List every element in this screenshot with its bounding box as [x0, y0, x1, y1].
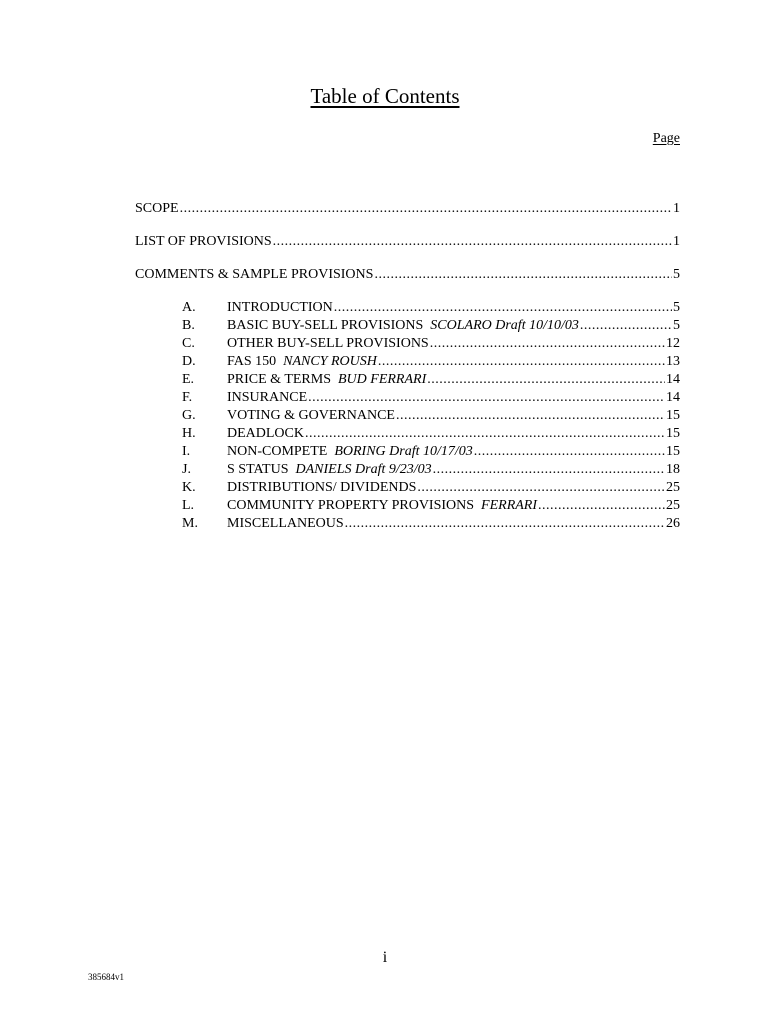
dot-leader [427, 371, 665, 389]
toc-entry-comments-sample-provisions [135, 266, 680, 284]
toc-subentry-page: 5 [673, 318, 680, 333]
toc-subentry-page: 14 [666, 390, 680, 405]
dot-leader [180, 200, 672, 218]
toc-subentry-label: COMMUNITY PROPERTY PROVISIONS FERRARI [227, 498, 538, 513]
dot-leader [474, 443, 665, 461]
toc-subentry-page: 25 [666, 498, 680, 513]
page-column-header: Page [652, 131, 680, 146]
toc-subentry-label: MISCELLANEOUS [227, 516, 344, 531]
subentry-letter: E. [182, 372, 195, 387]
document-id: 385684v1 [88, 972, 124, 982]
dot-leader [345, 515, 665, 533]
toc-subentry-page: 15 [666, 426, 680, 441]
toc-subentry-introduction [227, 299, 680, 317]
toc-entry-list-of-provisions [135, 233, 680, 251]
toc-subentry-page: 18 [666, 462, 680, 477]
subentry-letter: H. [182, 426, 196, 441]
subentry-letter: C. [182, 336, 195, 351]
toc-subentry-basic-buy-sell [227, 317, 680, 335]
toc-subentry-label: S STATUS DANIELS Draft 9/23/03 [227, 462, 432, 477]
toc-subentry-price-terms [227, 371, 680, 389]
subentry-letter: K. [182, 480, 196, 495]
toc-subentry-s-status [227, 461, 680, 479]
subentry-letter: L. [182, 498, 195, 513]
toc-subentry-miscellaneous [227, 515, 680, 533]
toc-entry-page: 1 [673, 201, 680, 216]
toc-subentry-label: VOTING & GOVERNANCE [227, 408, 395, 423]
toc-subentry-deadlock [227, 425, 680, 443]
toc-entry-page: 5 [673, 267, 680, 282]
toc-subentry-page: 12 [666, 336, 680, 351]
dot-leader [417, 479, 665, 497]
dot-leader [433, 461, 665, 479]
dot-leader [538, 497, 665, 515]
dot-leader [580, 317, 672, 335]
subentry-letter: G. [182, 408, 196, 423]
toc-subentry-page: 15 [666, 444, 680, 459]
toc-subentry-non-compete [227, 443, 680, 461]
toc-subentry-label: FAS 150 NANCY ROUSH [227, 354, 377, 369]
toc-subentry-distributions-dividends [227, 479, 680, 497]
dot-leader [273, 233, 672, 251]
toc-subentry-label: PRICE & TERMS BUD FERRARI [227, 372, 427, 387]
toc-subentry-page: 14 [666, 372, 680, 387]
toc-subentry-fas-150 [227, 353, 680, 371]
subentry-letter: D. [182, 354, 196, 369]
subentry-letter: J. [182, 462, 191, 477]
toc-entry-scope [135, 200, 680, 218]
toc-subentry-other-buy-sell [227, 335, 680, 353]
toc-subentry-label: NON-COMPETE BORING Draft 10/17/03 [227, 444, 473, 459]
dot-leader [308, 389, 665, 407]
dot-leader [378, 353, 665, 371]
toc-subentry-voting-governance [227, 407, 680, 425]
toc-entry-label: SCOPE [135, 201, 179, 216]
toc-subentry-page: 25 [666, 480, 680, 495]
dot-leader [374, 266, 672, 284]
toc-subentry-page: 13 [666, 354, 680, 369]
toc-entry-label: COMMENTS & SAMPLE PROVISIONS [135, 267, 374, 282]
dot-leader [430, 335, 665, 353]
subentry-letter: M. [182, 516, 198, 531]
dot-leader [396, 407, 665, 425]
toc-subentry-insurance [227, 389, 680, 407]
toc-subentry-label: INTRODUCTION [227, 300, 333, 315]
toc-subentry-page: 15 [666, 408, 680, 423]
toc-subentry-label: INSURANCE [227, 390, 308, 405]
subentry-letter: F. [182, 390, 193, 405]
toc-entry-label: LIST OF PROVISIONS [135, 234, 272, 249]
toc-subentry-label: DEADLOCK [227, 426, 304, 441]
toc-subentry-page: 5 [673, 300, 680, 315]
toc-title: Table of Contents [310, 84, 460, 108]
subentry-letter: I. [182, 444, 191, 459]
dot-leader [305, 425, 665, 443]
subentry-letter: B. [182, 318, 195, 333]
toc-subentry-label: DISTRIBUTIONS/ DIVIDENDS [227, 480, 417, 495]
footer-page-number: i [382, 949, 388, 966]
subentry-letter: A. [182, 300, 196, 315]
toc-entry-page: 1 [673, 234, 680, 249]
toc-subentry-label: OTHER BUY-SELL PROVISIONS [227, 336, 429, 351]
dot-leader [334, 299, 672, 317]
toc-subentry-page: 26 [666, 516, 680, 531]
toc-subentry-label: BASIC BUY-SELL PROVISIONS SCOLARO Draft 10/10/03 [227, 318, 579, 333]
toc-subentry-community-property [227, 497, 680, 515]
